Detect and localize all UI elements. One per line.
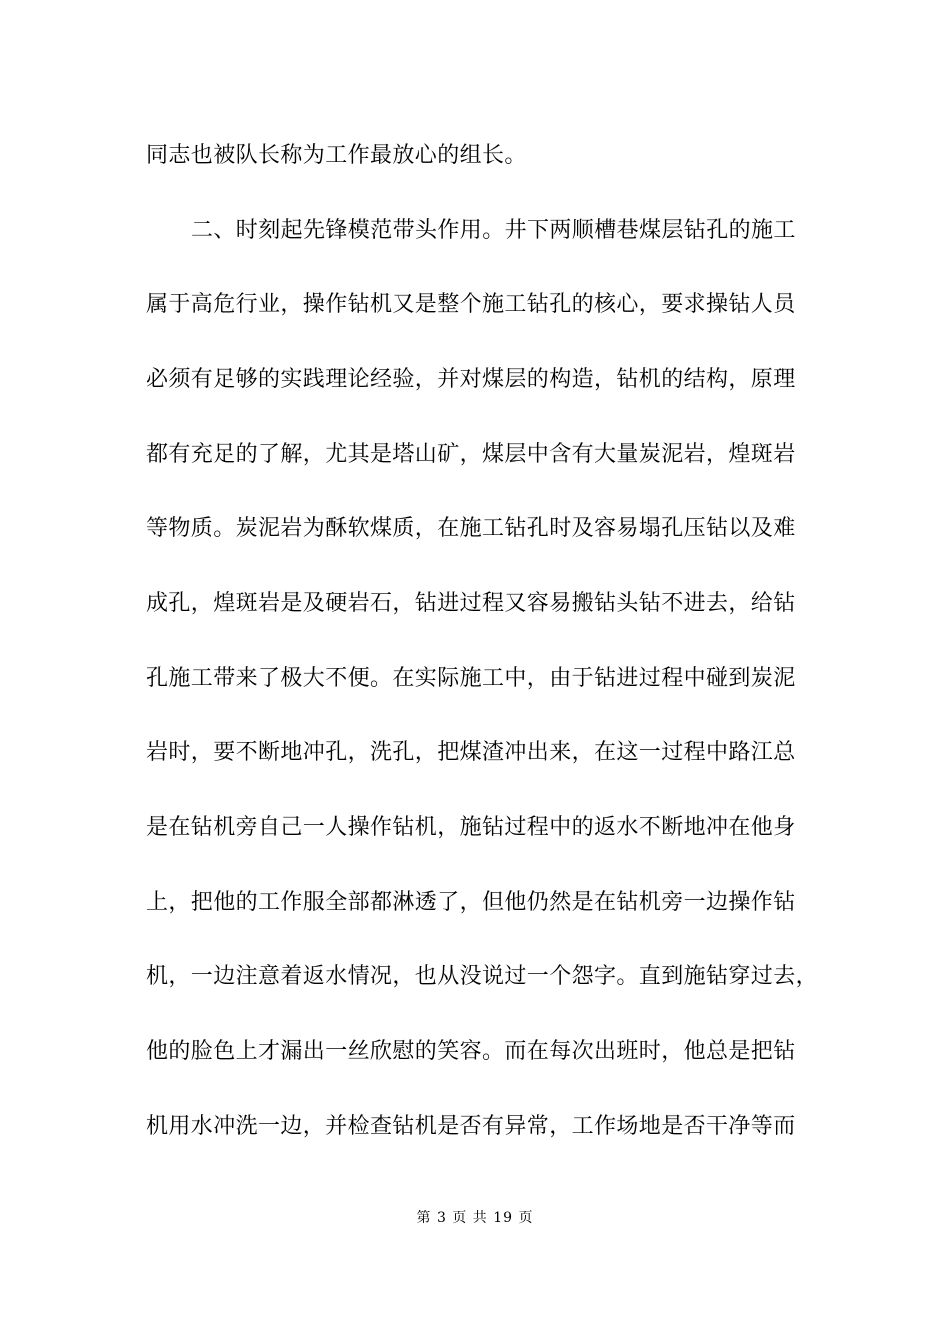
text-line: 等物质。炭泥岩为酥软煤质，在施工钻孔时及容易塌孔压钻以及难 [146,516,796,541]
text-line: 都有充足的了解，尤其是塔山矿，煤层中含有大量炭泥岩，煌斑岩 [146,442,796,467]
text-line: 属于高危行业，操作钻机又是整个施工钻孔的核心，要求操钻人员 [146,292,796,317]
text-line: 成孔，煌斑岩是及硬岩石，钻进过程又容易搬钻头钻不进去，给钻 [146,591,796,616]
text-line: 是在钻机旁自己一人操作钻机，施钻过程中的返水不断地冲在他身 [146,815,796,840]
text-line: 孔施工带来了极大不便。在实际施工中，由于钻进过程中碰到炭泥 [146,666,796,691]
text-line: 岩时，要不断地冲孔，洗孔，把煤渣冲出来，在这一过程中路江总 [146,740,796,765]
text-line: 机，一边注意着返水情况，也从没说过一个怨字。直到施钻穿过去， [146,964,819,989]
text-line: 同志也被队长称为工作最放心的组长。 [146,143,527,168]
text-line: 上，把他的工作服全部都淋透了，但他仍然是在钻机旁一边操作钻 [146,890,796,915]
text-line: 机用水冲洗一边，并检查钻机是否有异常，工作场地是否干净等而 [146,1114,796,1139]
text-line: 必须有足够的实践理论经验，并对煤层的构造，钻机的结构，原理 [146,367,796,392]
paragraph-first-line: 二、时刻起先锋模范带头作用。井下两顺槽巷煤层钻孔的施工 [191,218,796,243]
text-line: 他的脸色上才漏出一丝欣慰的笑容。而在每次出班时，他总是把钻 [146,1039,796,1064]
page-number-footer: 第 3 页 共 19 页 [416,1210,534,1226]
